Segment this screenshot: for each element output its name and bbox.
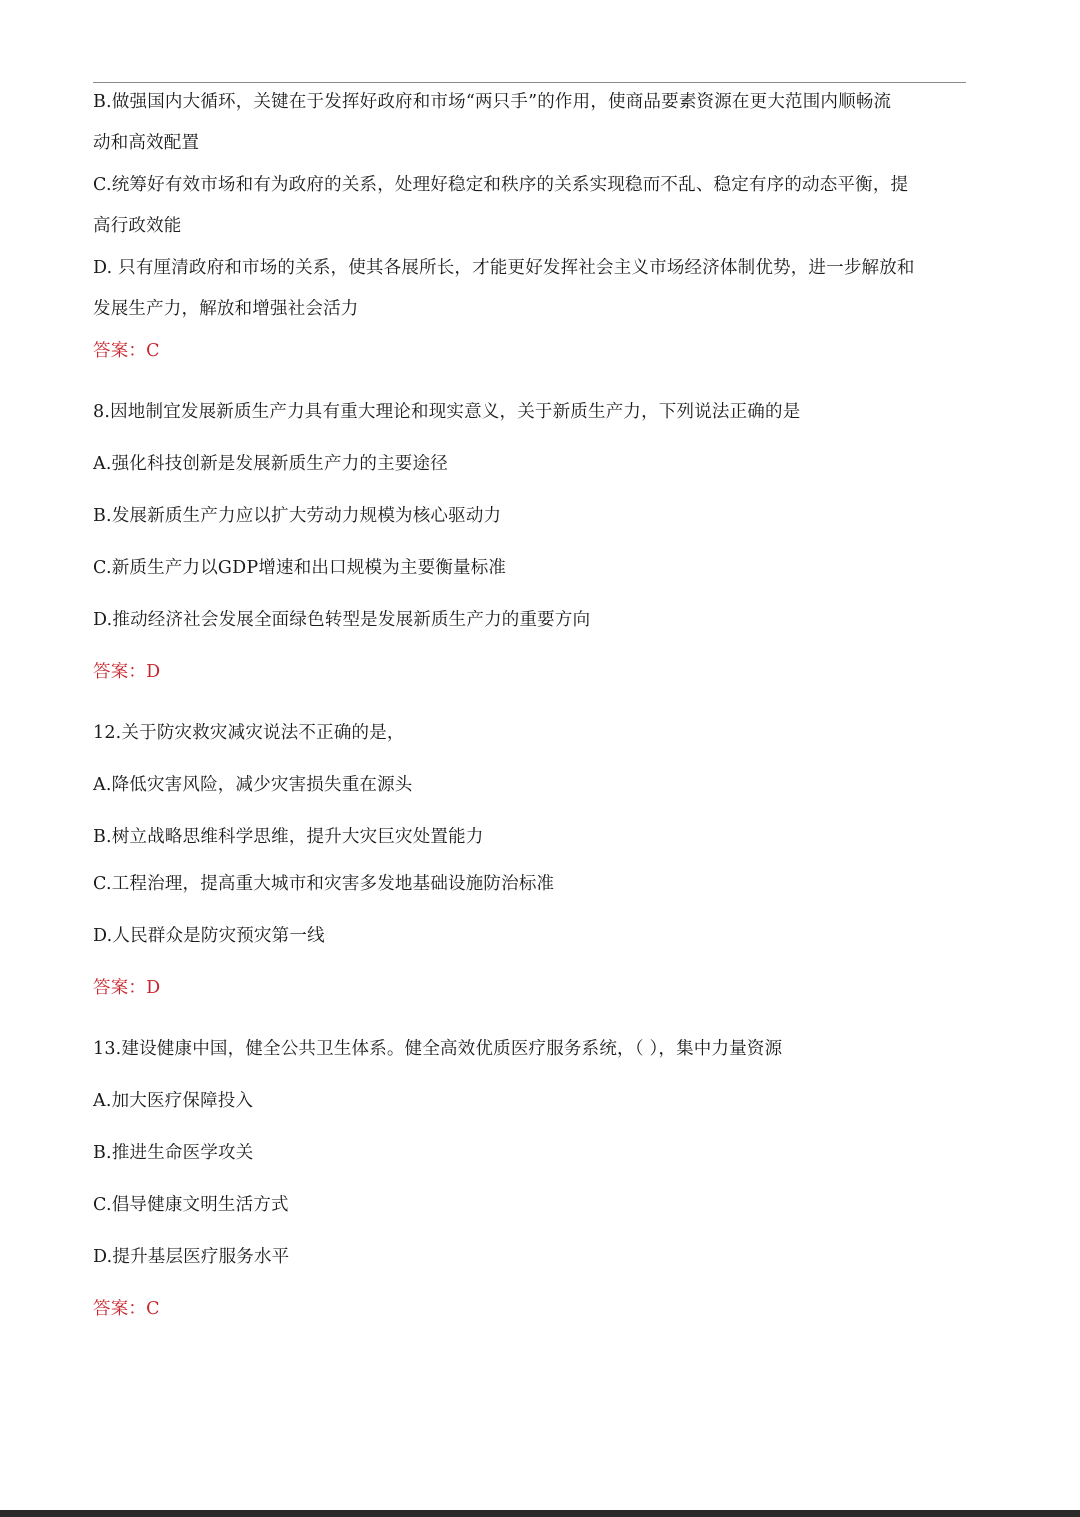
q13-option-c: C.倡导健康文明生活方式 [93, 1195, 289, 1215]
q7-answer: 答案：C [93, 341, 160, 361]
q13-question: 13.建设健康中国，健全公共卫生体系。健全高效优质医疗服务系统，（ ），集中力量资源 [93, 1039, 783, 1059]
q12-option-a: A.降低灾害风险，减少灾害损失重在源头 [93, 775, 413, 795]
q8-option-c: C.新质生产力以GDP增速和出口规模为主要衡量标准 [93, 558, 507, 578]
q8-option-b: B.发展新质生产力应以扩大劳动力规模为核心驱动力 [93, 506, 502, 526]
q12-option-c: C.工程治理，提高重大城市和灾害多发地基础设施防治标准 [93, 874, 555, 894]
q7-option-b-line1: B.做强国内大循环，关键在于发挥好政府和市场“两只手”的作用，使商品要素资源在更大范围内顺畅流 [93, 92, 892, 112]
q13-option-d: D.提升基层医疗服务水平 [93, 1247, 290, 1267]
q7-option-c-line1: C.统筹好有效市场和有为政府的关系，处理好稳定和秩序的关系实现稳而不乱、稳定有序的动态平衡，提 [93, 175, 909, 195]
bottom-edge-bar [0, 1510, 1080, 1517]
q8-option-d: D.推动经济社会发展全面绿色转型是发展新质生产力的重要方向 [93, 610, 591, 630]
q12-question: 12.关于防灾救灾减灾说法不正确的是， [93, 723, 405, 743]
q13-answer: 答案：C [93, 1299, 160, 1319]
q7-option-c-line2: 高行政效能 [93, 216, 182, 236]
q13-option-b: B.推进生命医学攻关 [93, 1143, 254, 1163]
q7-option-d-line1: D. 只有厘清政府和市场的关系，使其各展所长，才能更好发挥社会主义市场经济体制优势，进一步解放和 [93, 258, 915, 278]
q7-option-d-line2: 发展生产力，解放和增强社会活力 [93, 299, 359, 319]
q7-option-b-line2: 动和高效配置 [93, 133, 200, 153]
top-divider [93, 82, 966, 83]
q12-option-b: B.树立战略思维科学思维，提升大灾巨灾处置能力 [93, 827, 484, 847]
q8-answer: 答案：D [93, 662, 161, 682]
q12-answer: 答案：D [93, 978, 161, 998]
q8-question: 8.因地制宜发展新质生产力具有重大理论和现实意义，关于新质生产力，下列说法正确的是 [93, 402, 801, 422]
q12-option-d: D.人民群众是防灾预灾第一线 [93, 926, 325, 946]
q13-option-a: A.加大医疗保障投入 [93, 1091, 254, 1111]
q8-option-a: A.强化科技创新是发展新质生产力的主要途径 [93, 454, 448, 474]
